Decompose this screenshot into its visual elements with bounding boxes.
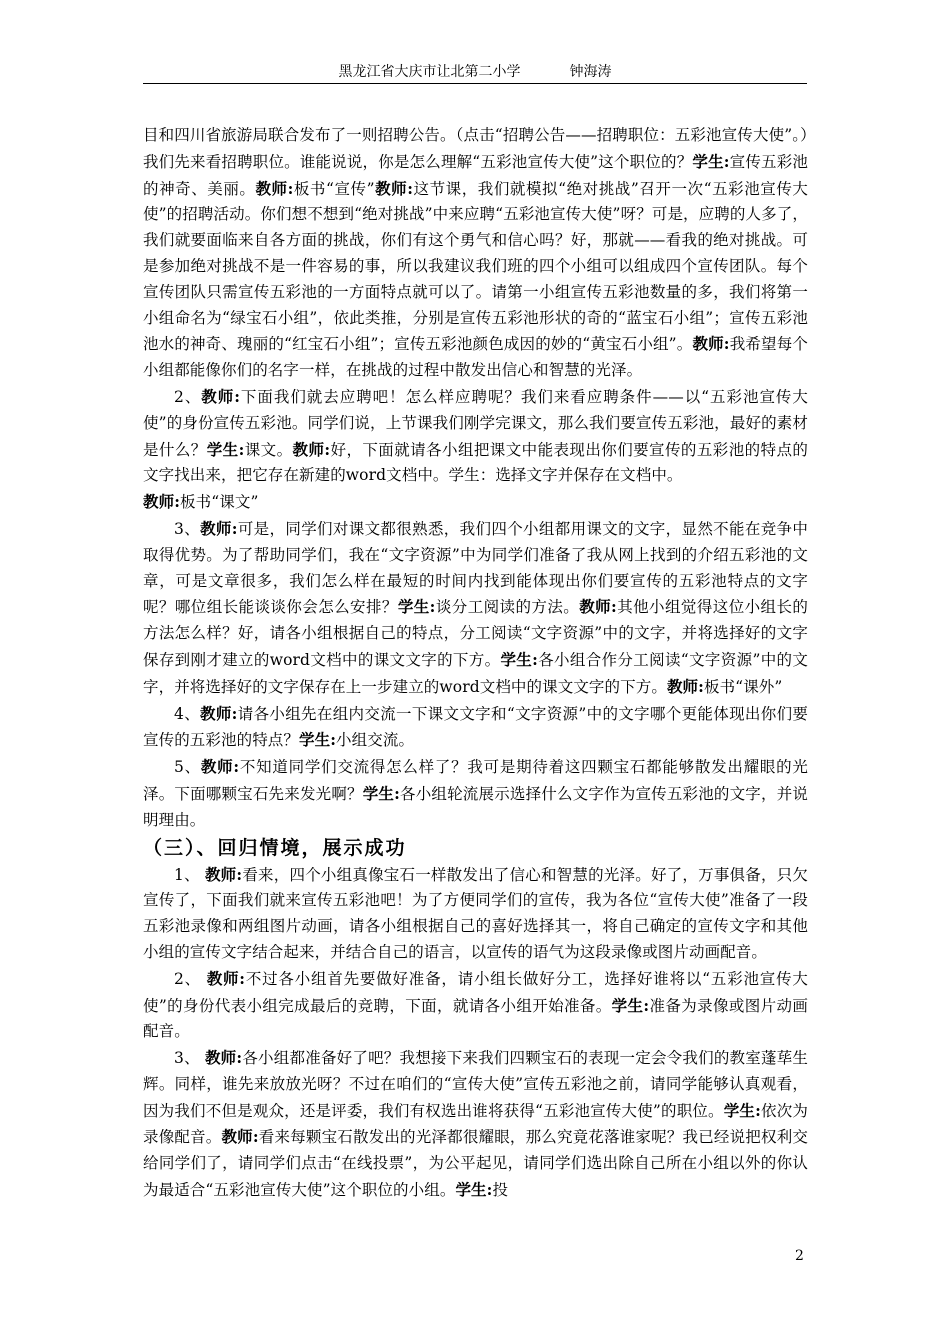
document-body: [143, 123, 808, 1204]
speaker-label: 教师:: [206, 968, 246, 988]
paragraph: [143, 754, 808, 833]
text-run: 下面我们就去应聘吧！怎么样应聘呢？我们来看应聘条件——以“五彩池宣传大使”的身份宣传五彩池。同学们说，上节课我们刚学完课文，那么我们要宣传五彩池，最好的素材是什么？: [143, 387, 808, 459]
text-run: 各小组都准备好了吧？我想接下来我们四颗宝石的表现一定会令我们的教室蓬荜生辉。同样，谁先来放放光呀？不过在咱们的“宣传大使”宣传五彩池之前，请同学能够认真观看，因为我们不但是观众，还是评委，我们有权选出谁将获得“五彩池宣传大使”的职位。: [143, 1049, 809, 1120]
text-run: 板书“宣传”: [293, 179, 375, 198]
header-author: 钟海涛: [569, 64, 612, 80]
text-run: 各小组轮流展示选择什么文字作为宣传五彩池的文字，并说明理由。: [143, 784, 808, 829]
text-run: 投: [492, 1181, 509, 1200]
text-run: 板书“课文”: [180, 493, 259, 512]
text-run: 板书“课外”: [703, 677, 783, 696]
text-run: 准备为录像或图片动画配音。: [143, 996, 808, 1041]
speaker-label: 教师:: [221, 1127, 259, 1147]
header-school: 黑龙江省大庆市让北第二小学: [338, 64, 521, 80]
speaker-label: 学生:: [455, 1180, 493, 1200]
speaker-label: 教师:: [579, 597, 617, 617]
speaker-label: 学生:: [299, 730, 337, 750]
text-run: 好，下面就请各小组把课文中能表现出你们要宣传的五彩池的特点的文字找出来，把它存在新建的word文档中。学生：选择文字并保存在文档中。: [143, 440, 808, 485]
speaker-label: 学生:: [500, 649, 538, 669]
speaker-label: 学生:: [692, 151, 730, 171]
speaker-label: 教师:: [200, 703, 238, 723]
header-rule: [143, 83, 807, 84]
speaker-label: 学生:: [723, 1100, 761, 1120]
speaker-label: 教师:: [666, 676, 704, 696]
text-run: 看来每颗宝石散发出的光泽都很耀眼，那么究竟花落谁家呢？我已经说把权利交给同学们了，请同学们点击“在线投票”，为公平起见，请同学们选出除自己所在小组以外的你认为最适合“五彩池宣传大使”这个职位的小组。: [143, 1128, 808, 1200]
text-run: 宣传五彩池的神奇、美丽。: [143, 152, 808, 198]
item-number: 2、: [174, 387, 202, 406]
paragraph: [143, 384, 808, 516]
speaker-label: 教师:: [255, 178, 294, 198]
item-number: 1、: [174, 865, 200, 884]
item-number: 5、: [174, 758, 201, 777]
item-number: 4、: [174, 704, 201, 723]
speaker-label: 教师:: [201, 386, 241, 406]
speaker-label: 教师:: [143, 492, 181, 512]
speaker-label: 教师:: [200, 757, 240, 777]
text-run: 依次为录像配音。: [143, 1101, 808, 1147]
text-run: 看来，四个小组真像宝石一样散发出了信心和智慧的光泽。好了，万事俱备，只欠宣传了，下面我们就来宣传五彩池吧！为了方便同学们的宣传，我为各位“宣传大使”准备了一段五彩池录像和两组图片动画，请各小组根据自己的喜好选择其一，将自己确定的宣传文字和其他小组的宣传文字结合起来，并结合自己的语言，以宣传的语气为这段录像或图片动画配音。: [143, 865, 809, 961]
text-run: 其他小组觉得这位小组长的方法怎么样？好，请各小组根据自己的特点，分工阅读“文字资源”中的文字，并将选择好的文字保存到刚才建立的word文档中的课文文字的下方。: [143, 598, 808, 669]
text-run: 目和四川省旅游局联合发布了一则招聘公告。（点击“招聘公告——招聘职位：五彩池宣传大使”。）我们先来看招聘职位。谁能说说，你是怎么理解“五彩池宣传大使”这个职位的？: [143, 126, 808, 171]
text-run: 不知道同学们交流得怎么样了？我可是期待着这四颗宝石都能够散发出耀眼的光泽。下面哪颗宝石先来发光啊？: [143, 758, 808, 803]
text-run: 我希望每个小组都能像你们的名字一样，在挑战的过程中散发出信心和智慧的光泽。: [143, 335, 808, 380]
paragraph: [143, 1045, 808, 1204]
item-number: 3、: [174, 1049, 200, 1068]
paragraph: [143, 516, 808, 701]
text-run: 可是，同学们对课文都很熟悉，我们四个小组都用课文的文字，显然不能在竞争中取得优势。为了帮助同学们，我在“文字资源”中为同学们准备了我从网上找到的介绍五彩池的文章，可是文章很多，我们怎么样在最短的时间内找到能体现出你们要宣传的五彩池特点的文字呢？哪位组长能谈谈你会怎么安排？: [143, 519, 808, 617]
speaker-label: 教师:: [200, 518, 238, 538]
text-run: 不过各小组首先要做好准备，请小组长做好分工，选择好谁将以“五彩池宣传大使”的身份代表小组完成最后的竞聘，下面，就请各小组开始准备。: [143, 969, 808, 1015]
speaker-label: 学生:: [611, 995, 650, 1015]
text-run: 各小组合作分工阅读“文字资源”中的文字，并将选择好的文字保存在上一步建立的word文档中的课文文字的下方。: [143, 650, 808, 696]
text-run: 小组交流。: [336, 731, 415, 750]
speaker-label: 学生:: [206, 439, 245, 459]
page-number: 2: [795, 1248, 804, 1264]
paragraph: [143, 862, 808, 966]
text-run: 谈分工阅读的方法。: [435, 598, 580, 617]
speaker-label: 教师:: [204, 1048, 243, 1068]
paragraph: [143, 966, 808, 1045]
paragraph: [143, 701, 808, 755]
section-heading: （三）、回归情境，展示成功: [143, 836, 407, 859]
paragraph: [143, 123, 808, 384]
speaker-label: 教师:: [692, 334, 730, 354]
speaker-label: 教师:: [292, 439, 331, 459]
item-number: 2、: [174, 969, 201, 988]
speaker-label: 教师:: [374, 178, 414, 198]
text-run: 这节课，我们就模拟“绝对挑战”召开一次“五彩池宣传大使”的招聘活动。你们想不想到“绝对挑战”中来应聘“五彩池宣传大使”呀？可是，应聘的人多了，我们就要面临来自各方面的挑战，你们有这个勇气和信心吗？好，那就——看我的绝对挑战。可是参加绝对挑战不是一件容易的事，所以我建议我们班的四个小组可以组成四个宣传团队。每个宣传团队只需宣传五彩池的一方面特点就可以了。请第一小组宣传五彩池数量的多，我们将第一小组命名为“绿宝石小组”，依此类推，分别是宣传五彩池形状的奇的“蓝宝石小组”；宣传五彩池池水的神奇、瑰丽的“红宝石小组”；宣传五彩池颜色成因的妙的“黄宝石小组”。: [143, 179, 808, 354]
page-header: [143, 62, 807, 82]
item-number: 3、: [174, 519, 201, 538]
speaker-label: 学生:: [362, 783, 400, 803]
speaker-label: 教师:: [204, 864, 243, 884]
text-run: 课文。: [244, 440, 293, 459]
text-run: 请各小组先在组内交流一下课文文字和“文字资源”中的文字哪个更能体现出你们要宣传的五彩池的特点？: [143, 704, 808, 750]
speaker-label: 学生:: [397, 597, 436, 617]
